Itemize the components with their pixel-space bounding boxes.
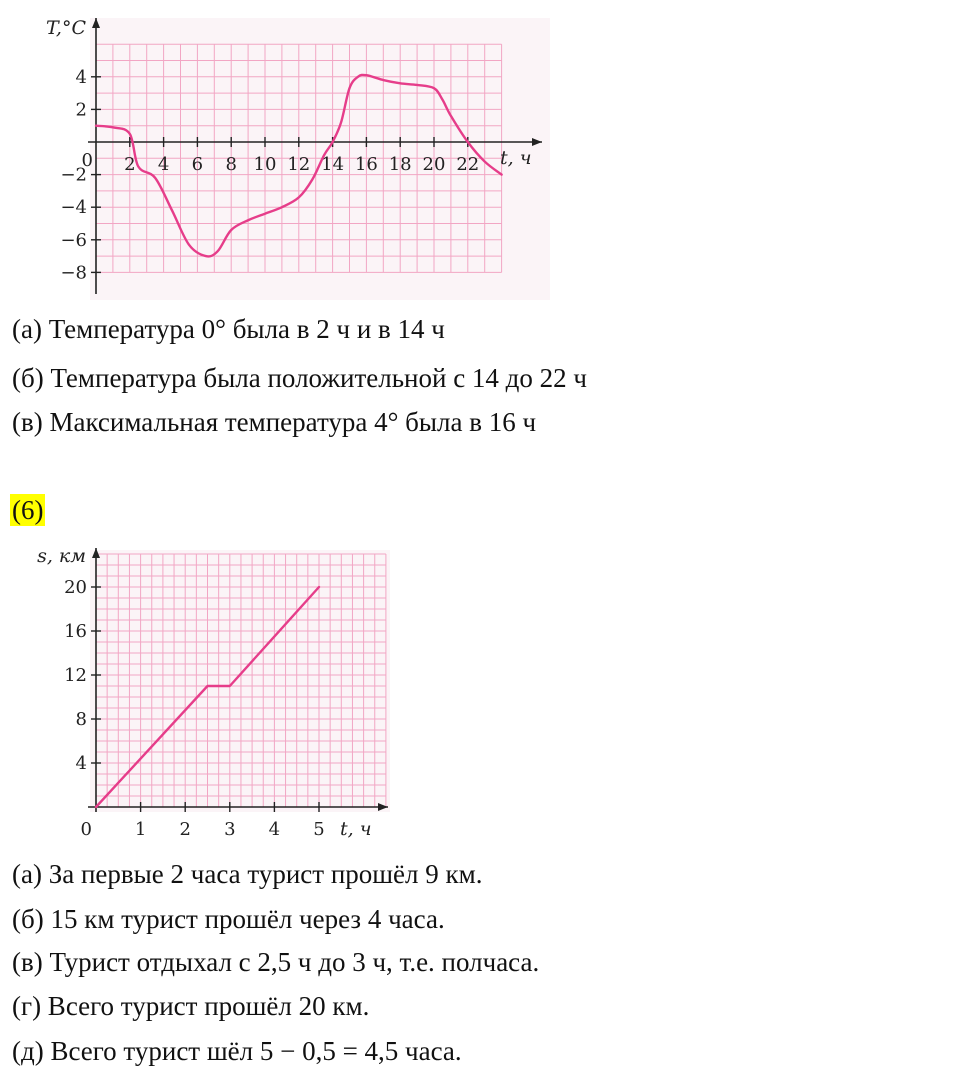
x-tick-label: 14: [321, 154, 345, 175]
y-tick-label: 2: [75, 99, 87, 121]
answer-e-2: (д) Всего турист шёл 5 − 0,5 = 4,5 часа.: [12, 1036, 462, 1066]
y-axis-label: s, км: [37, 545, 86, 567]
y-axis-label: T,°C: [46, 17, 86, 39]
x-tick-label: 4: [268, 819, 281, 840]
answer-d-2: (г) Всего турист прошёл 20 км.: [12, 991, 370, 1021]
distance-chart: [14, 536, 404, 846]
answer-b-1: (б) Температура была положительной с 14 до 22 ч: [12, 363, 588, 393]
y-tick-label: −8: [60, 262, 87, 284]
x-tick-label: 1: [134, 819, 147, 840]
x-tick-label: 2: [179, 819, 191, 840]
y-tick-label: −2: [60, 164, 87, 186]
y-tick-label: 4: [75, 66, 87, 88]
x-tick-label: 10: [253, 154, 277, 175]
y-tick-label: 4: [75, 753, 87, 774]
exercise-number-badge: (6): [12, 495, 44, 525]
x-tick-label: 16: [354, 154, 378, 175]
chart-background: [90, 550, 390, 812]
x-tick-label: 12: [287, 154, 311, 175]
answer-c-2: (в) Турист отдыхал с 2,5 ч до 3 ч, т.е. полчаса.: [12, 947, 540, 977]
y-tick-label: 16: [64, 621, 87, 642]
answer-c-1: (в) Максимальная температура 4° была в 16 ч: [12, 407, 537, 437]
y-tick-label: −6: [60, 229, 87, 251]
x-tick-label: 6: [191, 154, 204, 175]
origin-label: 0: [80, 819, 92, 840]
x-tick-label: 5: [313, 819, 325, 840]
answer-a-1: (а) Температура 0° была в 2 ч и в 14 ч: [12, 314, 445, 344]
x-tick-label: 8: [225, 154, 237, 175]
x-tick-label: 2: [124, 154, 136, 175]
answer-a-2: (а) За первые 2 часа турист прошёл 9 км.: [12, 859, 483, 889]
x-tick-label: 18: [388, 154, 412, 175]
x-tick-label: 20: [422, 154, 446, 175]
y-tick-label: 20: [64, 577, 87, 598]
y-tick-label: −4: [60, 197, 87, 219]
x-axis-label: t, ч: [340, 818, 372, 840]
y-tick-label: 12: [64, 665, 87, 686]
x-tick-label: 22: [456, 154, 480, 175]
temperature-chart: [14, 4, 554, 304]
x-tick-label: 3: [224, 819, 236, 840]
x-tick-label: 4: [157, 154, 170, 175]
answer-b-2: (б) 15 км турист прошёл через 4 часа.: [12, 904, 445, 934]
origin-label: 0: [81, 150, 93, 171]
x-axis-label: t, ч: [500, 147, 532, 169]
y-tick-label: 8: [75, 709, 87, 730]
